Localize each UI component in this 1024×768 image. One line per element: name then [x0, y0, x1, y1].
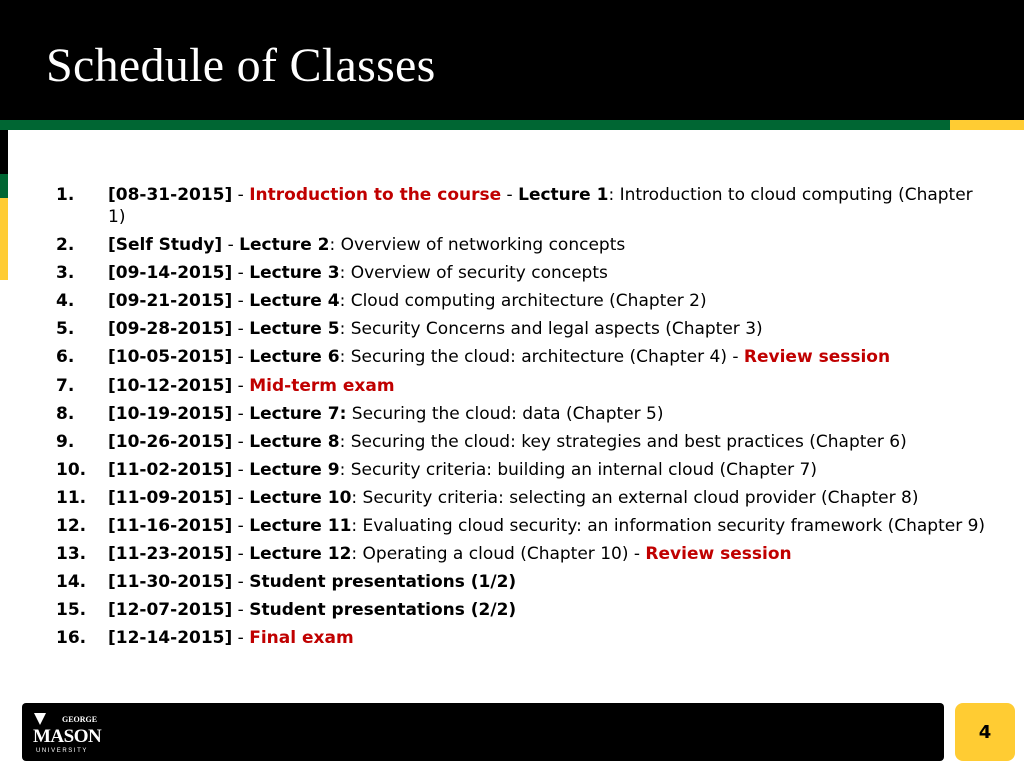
item-text: [11-09-2015] - Lecture 10: Security criteria: selecting an external cloud provider (Chapter 8)	[108, 487, 919, 508]
side-accent-green	[0, 174, 8, 198]
schedule-item	[56, 234, 986, 256]
item-number: 4.	[56, 291, 75, 312]
item-number: 8.	[56, 403, 75, 424]
item-date: [12-07-2015]	[108, 600, 233, 621]
item-text: [10-12-2015] - Mid-term exam	[108, 375, 395, 396]
george-mason-logo	[32, 711, 104, 755]
logo-emblem-icon	[34, 713, 46, 725]
item-date: [10-12-2015]	[108, 375, 233, 396]
item-date: [10-26-2015]	[108, 431, 233, 452]
item-number: 10.	[56, 459, 87, 480]
title-bar	[0, 0, 1024, 120]
schedule-list	[56, 184, 986, 656]
item-number: 11.	[56, 487, 87, 508]
item-description: : Overview of networking concepts	[329, 235, 626, 256]
item-description: Securing the cloud: data (Chapter 5)	[346, 403, 664, 424]
item-description: : Operating a cloud (Chapter 10)	[351, 544, 629, 565]
schedule-item	[56, 318, 986, 340]
item-text: [11-16-2015] - Lecture 11: Evaluating cloud security: an information security framework (Chapter 9)	[108, 516, 986, 537]
schedule-item	[56, 459, 986, 481]
item-topic: Student presentations (2/2)	[249, 600, 517, 621]
item-number: 2.	[56, 235, 75, 256]
item-description: : Securing the cloud: architecture (Chapter 4)	[339, 347, 727, 368]
item-lecture: Lecture 6	[249, 347, 340, 368]
item-lecture: Lecture 3	[249, 263, 340, 284]
item-lecture: Lecture 1	[518, 185, 609, 205]
side-accent-dark	[0, 130, 8, 174]
item-date: [10-05-2015]	[108, 347, 233, 368]
schedule-item	[56, 346, 986, 368]
item-text: [09-28-2015] - Lecture 5: Security Concerns and legal aspects (Chapter 3)	[108, 319, 763, 340]
item-topic: Student presentations (1/2)	[249, 572, 517, 593]
schedule-item	[56, 403, 986, 425]
item-date: [11-30-2015]	[108, 572, 233, 593]
item-date: [09-14-2015]	[108, 263, 233, 284]
item-date: [08-31-2015]	[108, 185, 233, 205]
item-lecture: Lecture 12	[249, 544, 352, 565]
schedule-item	[56, 543, 986, 565]
item-highlight: Review session	[645, 544, 792, 565]
item-number: 6.	[56, 347, 75, 368]
item-description: : Security criteria: selecting an external cloud provider (Chapter 8)	[351, 487, 919, 508]
item-number: 14.	[56, 572, 87, 593]
item-text: [10-26-2015] - Lecture 8: Securing the cloud: key strategies and best practices (Chapter 6)	[108, 431, 907, 452]
schedule-item	[56, 487, 986, 509]
schedule-item	[56, 431, 986, 453]
item-date: [12-14-2015]	[108, 628, 233, 649]
header-notch	[8, 130, 16, 174]
item-date: [10-19-2015]	[108, 403, 233, 424]
item-description: : Security criteria: building an internal cloud (Chapter 7)	[339, 459, 817, 480]
schedule-item	[56, 599, 986, 621]
item-highlight: Review session	[743, 347, 891, 368]
item-number: 16.	[56, 628, 87, 649]
item-description: : Introduction to cloud computing (Chapter 1)	[108, 185, 973, 227]
item-date: [11-02-2015]	[108, 459, 233, 480]
item-highlight: Mid-term exam	[249, 375, 395, 396]
item-text: [09-14-2015] - Lecture 3: Overview of security concepts	[108, 263, 608, 284]
schedule-item	[56, 375, 986, 397]
item-lecture: Lecture 10	[249, 487, 352, 508]
schedule-item	[56, 290, 986, 312]
item-description: : Securing the cloud: key strategies and best practices (Chapter 6)	[339, 431, 907, 452]
item-number: 3.	[56, 263, 75, 284]
footer-bar	[22, 703, 944, 761]
item-lecture: Lecture 4	[249, 291, 340, 312]
item-lecture: Lecture 8	[249, 431, 340, 452]
item-text: [12-14-2015] - Final exam	[108, 628, 354, 649]
item-lecture: Lecture 5	[249, 319, 340, 340]
item-lecture: Lecture 7:	[249, 403, 347, 424]
item-lecture: Lecture 2	[239, 235, 330, 256]
schedule-item	[56, 184, 986, 228]
item-date: [09-21-2015]	[108, 291, 233, 312]
item-text: [10-05-2015] - Lecture 6: Securing the cloud: architecture (Chapter 4) - Review session	[108, 347, 891, 368]
logo-line1: GEORGE	[62, 715, 98, 724]
item-highlight: Introduction to the course	[249, 185, 502, 205]
page-number: 4	[955, 703, 1015, 761]
side-accent-gold	[0, 198, 8, 280]
schedule-item	[56, 571, 986, 593]
item-text: [08-31-2015] - Introduction to the course - Lecture 1: Introduction to cloud computing (Chapter 1)	[108, 185, 973, 227]
schedule-item	[56, 627, 986, 649]
item-text: [11-30-2015] - Student presentations (1/2)	[108, 572, 517, 593]
schedule-item	[56, 262, 986, 284]
gold-accent-bar	[950, 120, 1024, 130]
item-number: 7.	[56, 375, 75, 396]
item-number: 15.	[56, 600, 87, 621]
page-title: Schedule of Classes	[46, 39, 436, 92]
item-date: [11-23-2015]	[108, 544, 233, 565]
logo-line3: UNIVERSITY	[36, 748, 89, 754]
item-text: [10-19-2015] - Lecture 7: Securing the cloud: data (Chapter 5)	[108, 403, 664, 424]
item-number: 1.	[56, 185, 75, 205]
schedule-item	[56, 515, 986, 537]
item-text: [Self Study] - Lecture 2: Overview of networking concepts	[108, 235, 626, 256]
item-date: [11-16-2015]	[108, 516, 233, 537]
item-number: 13.	[56, 544, 87, 565]
item-text: [09-21-2015] - Lecture 4: Cloud computing architecture (Chapter 2)	[108, 291, 707, 312]
item-date: [Self Study]	[108, 235, 223, 256]
item-highlight: Final exam	[249, 628, 354, 649]
item-number: 5.	[56, 319, 75, 340]
green-accent-bar	[0, 120, 950, 130]
item-description: : Evaluating cloud security: an information security framework (Chapter 9)	[351, 516, 986, 537]
item-lecture: Lecture 9	[249, 459, 340, 480]
item-text: [11-02-2015] - Lecture 9: Security criteria: building an internal cloud (Chapter 7)	[108, 459, 817, 480]
item-date: [09-28-2015]	[108, 319, 233, 340]
item-description: : Cloud computing architecture (Chapter 2)	[339, 291, 707, 312]
item-text: [11-23-2015] - Lecture 12: Operating a cloud (Chapter 10) - Review session	[108, 544, 792, 565]
item-lecture: Lecture 11	[249, 516, 352, 537]
item-date: [11-09-2015]	[108, 487, 233, 508]
item-description: : Security Concerns and legal aspects (Chapter 3)	[339, 319, 763, 340]
item-number: 12.	[56, 516, 87, 537]
logo-line2: MASON	[33, 726, 102, 747]
item-description: : Overview of security concepts	[339, 263, 608, 284]
item-text: [12-07-2015] - Student presentations (2/2)	[108, 600, 517, 621]
item-number: 9.	[56, 431, 75, 452]
